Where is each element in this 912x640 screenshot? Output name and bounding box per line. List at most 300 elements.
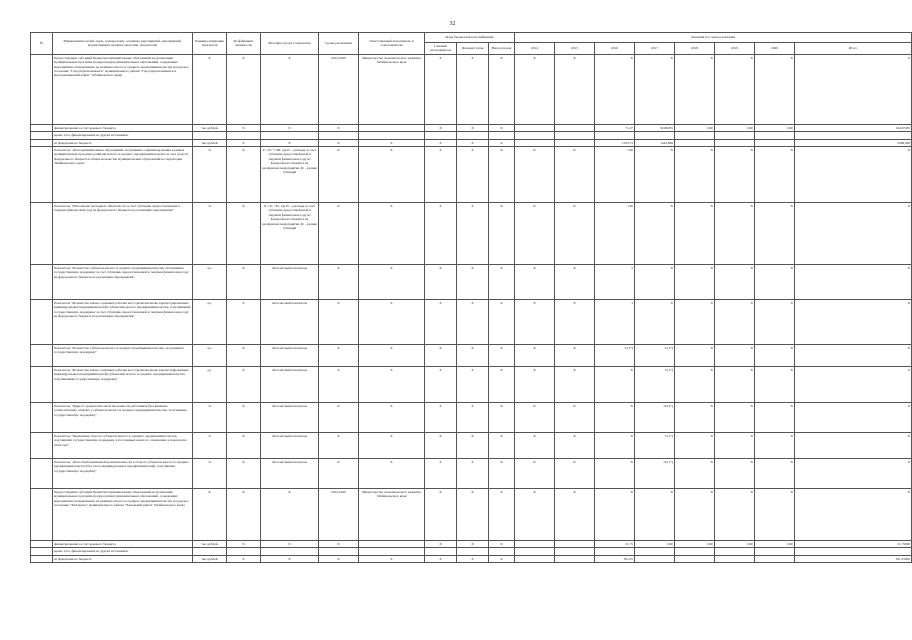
cell-num xyxy=(31,459,53,489)
cell-total: X xyxy=(795,265,912,300)
cell-y2020: X xyxy=(755,403,795,433)
cell-y2016: X xyxy=(595,367,635,403)
cell-resp xyxy=(359,541,425,548)
cell-y2019 xyxy=(715,132,755,139)
cell-name: финансирование за счет краевого бюджета xyxy=(53,541,193,548)
cell-name: кроме того, финансирование из других источников: xyxy=(53,548,193,555)
cell-y2015: X xyxy=(555,265,595,300)
cell-period: X xyxy=(319,203,359,265)
cell-y2014: X xyxy=(515,367,555,403)
cell-y2016: 100 xyxy=(595,203,635,265)
table-row xyxy=(31,459,912,489)
cell-grbs: X xyxy=(425,345,457,367)
cell-y2014: X xyxy=(515,459,555,489)
cell-y2016: X xyxy=(595,459,635,489)
cell-unit: ед. xyxy=(193,367,227,403)
cell-y2015: X xyxy=(555,433,595,459)
cell-y2016: 21,75 xyxy=(595,541,635,548)
cell-num xyxy=(31,345,53,367)
cell-coef: X xyxy=(227,433,261,459)
cell-coef: X xyxy=(227,147,261,203)
cell-total: X xyxy=(795,367,912,403)
cell-method: P = Pс / Pо, где Pс - расходы за счет субсидии, предоставленной в текущем финансовом году из федерального бюджета на реализацию мероприятия, Pо - размер субсидии xyxy=(261,203,319,265)
cell-unit: ед. xyxy=(193,265,227,300)
cell-resp xyxy=(359,132,425,139)
cell-y2014 xyxy=(515,548,555,555)
cell-y2018 xyxy=(675,139,715,146)
cell-y2016: 391,25 xyxy=(595,555,635,562)
cell-y2017: X xyxy=(635,489,675,541)
cell-y2017: 6 (1*) xyxy=(635,345,675,367)
cell-coef: X xyxy=(227,124,261,131)
cell-y2019: 0,00 xyxy=(715,124,755,131)
table-row xyxy=(31,300,912,345)
cell-csr: X xyxy=(457,555,489,562)
cell-method: X xyxy=(261,139,319,146)
cell-period: X xyxy=(319,265,359,300)
cell-y2020 xyxy=(755,548,795,555)
header-unit: Единица измерения показателя xyxy=(193,33,227,55)
cell-vr: X xyxy=(489,124,515,131)
cell-y2016: 71,27 xyxy=(595,124,635,131)
program-table xyxy=(30,32,912,563)
cell-y2019 xyxy=(715,548,755,555)
cell-grbs: X xyxy=(425,124,457,131)
cell-method: X xyxy=(261,54,319,124)
cell-y2016: 100 xyxy=(595,147,635,203)
cell-y2015 xyxy=(555,139,595,146)
cell-grbs: X xyxy=(425,489,457,541)
cell-num xyxy=(31,300,53,345)
cell-y2019: X xyxy=(715,54,755,124)
cell-y2018: X xyxy=(675,403,715,433)
cell-y2014 xyxy=(515,124,555,131)
cell-period xyxy=(319,132,359,139)
cell-y2015: X xyxy=(555,300,595,345)
header-year: 2019 xyxy=(715,43,755,55)
cell-y2020: X xyxy=(755,147,795,203)
cell-total: X xyxy=(795,300,912,345)
cell-y2020: X xyxy=(755,433,795,459)
cell-unit xyxy=(193,132,227,139)
cell-vr: X xyxy=(489,54,515,124)
cell-period: 2014-2020 xyxy=(319,54,359,124)
cell-y2020: X xyxy=(755,459,795,489)
cell-name: Показатель "Количество субъектов малого и среднего предпринимательства, получивших государственную поддержку за счет субсидии, предоставленной в текущем финансовом году из федерального бюджета на реализацию мероприятия" xyxy=(53,265,193,300)
cell-y2017: 92,80455 xyxy=(635,124,675,131)
cell-total: X xyxy=(795,345,912,367)
cell-vr: X xyxy=(489,139,515,146)
cell-resp: X xyxy=(359,139,425,146)
cell-y2015 xyxy=(555,555,595,562)
cell-y2019: X xyxy=(715,489,755,541)
cell-y2018: 0,00 xyxy=(675,541,715,548)
cell-y2019: 0,00 xyxy=(715,541,755,548)
table-body xyxy=(31,54,912,562)
cell-csr: X xyxy=(457,489,489,541)
cell-y2015 xyxy=(555,132,595,139)
cell-resp: X xyxy=(359,265,425,300)
cell-period: X xyxy=(319,367,359,403)
cell-y2016: 9 (1*) xyxy=(595,345,635,367)
cell-resp: X xyxy=(359,367,425,403)
cell-y2015: X xyxy=(555,403,595,433)
header-coef: Коэффициент значимости xyxy=(227,33,261,55)
page-number: 32 xyxy=(449,21,456,27)
cell-y2019 xyxy=(715,555,755,562)
cell-grbs: X xyxy=(425,541,457,548)
cell-method: Абсолютный показатель xyxy=(261,345,319,367)
cell-y2020: X xyxy=(755,265,795,300)
cell-period: X xyxy=(319,541,359,548)
cell-csr xyxy=(457,548,489,555)
cell-period: X xyxy=(319,139,359,146)
cell-resp: X xyxy=(359,300,425,345)
cell-vr: X xyxy=(489,489,515,541)
cell-method: Абсолютный показатель xyxy=(261,300,319,345)
table-row xyxy=(31,132,912,139)
cell-grbs: X xyxy=(425,203,457,265)
cell-y2015 xyxy=(555,548,595,555)
cell-y2014: X xyxy=(515,489,555,541)
cell-y2017 xyxy=(635,132,675,139)
cell-num xyxy=(31,132,53,139)
cell-method: X xyxy=(261,489,319,541)
cell-y2018: X xyxy=(675,147,715,203)
cell-coef: X xyxy=(227,139,261,146)
cell-y2014 xyxy=(515,541,555,548)
cell-y2014 xyxy=(515,132,555,139)
cell-total: 164,07455 xyxy=(795,124,912,131)
cell-vr: X xyxy=(489,367,515,403)
cell-y2019: X xyxy=(715,345,755,367)
cell-name: Показатель "Количество субъектов малого и среднего предпринимательства, получивших государственную поддержку" xyxy=(53,345,193,367)
cell-y2014: X xyxy=(515,147,555,203)
cell-y2018: X xyxy=(675,459,715,489)
header-budget-codes: Коды бюджетной классификации xyxy=(425,33,515,43)
cell-vr: X xyxy=(489,459,515,489)
cell-total: 391,25000 xyxy=(795,555,912,562)
cell-total: 21,75000 xyxy=(795,541,912,548)
cell-period: X xyxy=(319,433,359,459)
header-responsible: Ответственный исполнитель и соисполнители xyxy=(359,33,425,55)
cell-y2020: X xyxy=(755,54,795,124)
cell-y2014: X xyxy=(515,300,555,345)
cell-y2020: X xyxy=(755,345,795,367)
cell-resp: Министерство экономического развития Забайкальского края xyxy=(359,489,425,541)
table-row xyxy=(31,345,912,367)
cell-name: Показатель "Увеличение оборота субъектов малого и среднего предпринимательства, получивших государственную поддержку, в постоянных ценах по отношению к показателю 2014 года" xyxy=(53,433,193,459)
cell-vr: X xyxy=(489,541,515,548)
cell-vr: X xyxy=(489,265,515,300)
cell-vr: X xyxy=(489,203,515,265)
cell-y2015: X xyxy=(555,203,595,265)
cell-y2019 xyxy=(715,139,755,146)
cell-period: X xyxy=(319,147,359,203)
header-num: № xyxy=(31,33,53,55)
cell-period: 2014-2020 xyxy=(319,489,359,541)
cell-y2018: X xyxy=(675,203,715,265)
cell-grbs: X xyxy=(425,54,457,124)
cell-grbs: X xyxy=(425,555,457,562)
cell-grbs xyxy=(425,548,457,555)
cell-y2015 xyxy=(555,541,595,548)
cell-csr: X xyxy=(457,147,489,203)
cell-coef xyxy=(227,132,261,139)
cell-y2014: X xyxy=(515,345,555,367)
cell-y2015: X xyxy=(555,367,595,403)
cell-y2014: X xyxy=(515,54,555,124)
cell-y2014: X xyxy=(515,403,555,433)
cell-total: X xyxy=(795,147,912,203)
cell-grbs: X xyxy=(425,147,457,203)
cell-name: Показатель "Количество вновь созданных рабочих мест (включая вновь зарегистрированных индивидуальных предпринимателей) субъектами малого предпринимательства, получившими государственную поддержку за счет субсидии, предоставленной в текущем финансовом году из федерального бюджета на реализацию мероприятия" xyxy=(53,300,193,345)
cell-y2018: 0,00 xyxy=(675,124,715,131)
header-vr: Вид расходов xyxy=(489,43,515,55)
cell-num xyxy=(31,555,53,562)
cell-vr xyxy=(489,548,515,555)
cell-resp: X xyxy=(359,345,425,367)
cell-y2020 xyxy=(755,139,795,146)
cell-y2018: X xyxy=(675,489,715,541)
cell-y2017 xyxy=(635,555,675,562)
cell-grbs: X xyxy=(425,265,457,300)
cell-y2020: X xyxy=(755,203,795,265)
cell-y2015: X xyxy=(555,459,595,489)
cell-vr: X xyxy=(489,345,515,367)
table-row xyxy=(31,139,912,146)
cell-method: Абсолютный показатель xyxy=(261,433,319,459)
header-method: Методика расчета показателя xyxy=(261,33,319,55)
cell-num xyxy=(31,548,53,555)
cell-y2015: X xyxy=(555,54,595,124)
cell-y2019: X xyxy=(715,147,755,203)
cell-total: X xyxy=(795,459,912,489)
cell-total: X xyxy=(795,203,912,265)
cell-period: X xyxy=(319,459,359,489)
cell-y2016: X xyxy=(595,433,635,459)
cell-method: Абсолютный показатель xyxy=(261,367,319,403)
header-year: 2014 xyxy=(515,43,555,55)
cell-y2014 xyxy=(515,555,555,562)
cell-method: P = Pс * 100, где Pс - расходы за счет субсидии, предоставленной в текущем финансовом году из федерального бюджета на реализацию мероприятия, Pо - размер субсидии xyxy=(261,147,319,203)
cell-grbs: X xyxy=(425,139,457,146)
cell-unit xyxy=(193,548,227,555)
table-row xyxy=(31,265,912,300)
cell-y2015 xyxy=(555,124,595,131)
cell-name: Показатель "Доля обрабатывающей промышленности в обороте субъектов малого и среднего предпринимательства (без учета индивидуальных предпринимателей), получивших государственную поддержку" xyxy=(53,459,193,489)
header-year: 2015 xyxy=(555,43,595,55)
cell-coef: X xyxy=(227,541,261,548)
header-csr: Целевая статья xyxy=(457,43,489,55)
header-year: 2017 xyxy=(635,43,675,55)
cell-y2018 xyxy=(675,555,715,562)
cell-y2019: X xyxy=(715,265,755,300)
cell-total: X xyxy=(795,403,912,433)
cell-period: X xyxy=(319,300,359,345)
cell-y2016: 5 xyxy=(595,265,635,300)
cell-num xyxy=(31,541,53,548)
cell-csr: X xyxy=(457,459,489,489)
cell-unit: тыс.рублей xyxy=(193,139,227,146)
cell-resp xyxy=(359,124,425,131)
header-period: Сроки реализации xyxy=(319,33,359,55)
cell-unit: тыс.рублей xyxy=(193,124,227,131)
cell-y2016: 1353,73 xyxy=(595,139,635,146)
cell-vr: X xyxy=(489,555,515,562)
cell-method: X xyxy=(261,541,319,548)
table-row xyxy=(31,541,912,548)
cell-csr: X xyxy=(457,433,489,459)
cell-num xyxy=(31,489,53,541)
header-year: 2018 xyxy=(675,43,715,55)
cell-unit: % xyxy=(193,459,227,489)
cell-csr: X xyxy=(457,345,489,367)
cell-y2018: X xyxy=(675,300,715,345)
cell-y2016: X xyxy=(595,403,635,433)
cell-csr: X xyxy=(457,54,489,124)
cell-vr: X xyxy=(489,433,515,459)
cell-y2020: X xyxy=(755,367,795,403)
cell-num xyxy=(31,139,53,146)
cell-csr: X xyxy=(457,367,489,403)
cell-y2016 xyxy=(595,548,635,555)
cell-y2017: X xyxy=(635,54,675,124)
cell-y2017: X xyxy=(635,265,675,300)
cell-y2017: 3 (1*) xyxy=(635,367,675,403)
cell-y2020: X xyxy=(755,300,795,345)
table-row xyxy=(31,54,912,124)
cell-coef: X xyxy=(227,459,261,489)
cell-unit: тыс.рублей xyxy=(193,555,227,562)
cell-method: Абсолютный показатель xyxy=(261,403,319,433)
cell-y2016 xyxy=(595,132,635,139)
cell-coef xyxy=(227,548,261,555)
cell-total xyxy=(795,132,912,139)
table-row xyxy=(31,367,912,403)
cell-csr: X xyxy=(457,124,489,131)
cell-total: 2596,599 xyxy=(795,139,912,146)
cell-y2018: X xyxy=(675,54,715,124)
cell-period: X xyxy=(319,345,359,367)
header-year: 2020 xyxy=(755,43,795,55)
cell-coef: X xyxy=(227,367,261,403)
cell-y2014: X xyxy=(515,203,555,265)
cell-y2017: 1242,869 xyxy=(635,139,675,146)
cell-coef: X xyxy=(227,300,261,345)
cell-grbs: X xyxy=(425,459,457,489)
cell-y2019: X xyxy=(715,203,755,265)
cell-y2020: X xyxy=(755,489,795,541)
cell-name: из федерального бюджета xyxy=(53,139,193,146)
cell-coef: X xyxy=(227,54,261,124)
header-values-by-year: Значения по годам реализации xyxy=(515,33,912,43)
cell-unit: % xyxy=(193,147,227,203)
cell-unit: % xyxy=(193,403,227,433)
cell-unit: % xyxy=(193,433,227,459)
cell-name: финансирование за счет краевого бюджета xyxy=(53,124,193,131)
cell-y2017: X xyxy=(635,300,675,345)
cell-y2014: X xyxy=(515,433,555,459)
table-row xyxy=(31,147,912,203)
cell-y2015: X xyxy=(555,345,595,367)
cell-period xyxy=(319,548,359,555)
cell-y2017 xyxy=(635,548,675,555)
cell-resp: X xyxy=(359,203,425,265)
cell-name: Показатель "Прирост среднесписочной численности работников (без внешних совместителей), занятых у субъектов малого и среднего предпринимательства, получивших государственную поддержку" xyxy=(53,403,193,433)
cell-num xyxy=(31,433,53,459)
cell-y2015: X xyxy=(555,147,595,203)
cell-num xyxy=(31,203,53,265)
cell-unit: ед. xyxy=(193,300,227,345)
cell-name: Показатель "Количество вновь созданных рабочих мест (включая вновь зарегистрированных индивидуальных предпринимателей) субъектами малого и среднего предпринимательства, получившими государственную поддержку" xyxy=(53,367,193,403)
cell-y2017: 19 (1*) xyxy=(635,459,675,489)
cell-num xyxy=(31,367,53,403)
cell-csr xyxy=(457,132,489,139)
cell-y2017: 19 (2*) xyxy=(635,403,675,433)
cell-grbs: X xyxy=(425,403,457,433)
cell-y2018 xyxy=(675,132,715,139)
cell-y2018 xyxy=(675,548,715,555)
cell-grbs xyxy=(425,132,457,139)
cell-period: X xyxy=(319,403,359,433)
cell-resp: X xyxy=(359,403,425,433)
cell-unit: X xyxy=(193,489,227,541)
cell-name: из федерального бюджета xyxy=(53,555,193,562)
cell-unit: ед. xyxy=(193,345,227,367)
cell-name: Показатель "Исполнение расходных обязательств за счет субсидии, предоставленной в текущем финансовом году из федерального бюджета на реализацию мероприятия" xyxy=(53,203,193,265)
cell-resp: X xyxy=(359,433,425,459)
table-row xyxy=(31,489,912,541)
cell-coef: X xyxy=(227,555,261,562)
cell-y2020 xyxy=(755,132,795,139)
cell-y2016: 3 xyxy=(595,300,635,345)
cell-csr: X xyxy=(457,265,489,300)
cell-csr: X xyxy=(457,139,489,146)
cell-y2019: X xyxy=(715,433,755,459)
cell-y2017: X xyxy=(635,203,675,265)
cell-total: X xyxy=(795,54,912,124)
cell-name: Предоставление субсидий бюджетам муниципальных образований на реализацию муниципальных программ (подпрограмм) муниципальных образований, содержащих мероприятия, направленные на развитие малого и среднего предпринимательства (городское поселение "Город Краснокаменск" муниципального района "Город Краснокаменск и Краснокаменский район" Забайкальского края) xyxy=(53,54,193,124)
cell-y2015: X xyxy=(555,489,595,541)
cell-y2019: X xyxy=(715,367,755,403)
cell-num xyxy=(31,54,53,124)
cell-y2018: X xyxy=(675,433,715,459)
cell-method: Абсолютный показатель xyxy=(261,459,319,489)
header-year: 2016 xyxy=(595,43,635,55)
cell-y2018: X xyxy=(675,265,715,300)
cell-vr: X xyxy=(489,147,515,203)
cell-coef: X xyxy=(227,203,261,265)
cell-resp: X xyxy=(359,459,425,489)
cell-method: X xyxy=(261,555,319,562)
cell-y2016: X xyxy=(595,54,635,124)
cell-vr xyxy=(489,132,515,139)
cell-grbs: X xyxy=(425,433,457,459)
cell-num xyxy=(31,403,53,433)
cell-coef: X xyxy=(227,265,261,300)
cell-y2014: X xyxy=(515,265,555,300)
cell-y2017: X xyxy=(635,147,675,203)
cell-name: Предоставление субсидий бюджетам муниципальных образований на реализацию муниципальных программ (подпрограмм) муниципальных образований, содержащих мероприятия, направленные на развитие малого и среднего предпринимательства (городское поселение "Хилокское" муниципального района "Хилокский район" Забайкальского края) xyxy=(53,489,193,541)
cell-num xyxy=(31,147,53,203)
cell-total: X xyxy=(795,433,912,459)
cell-vr: X xyxy=(489,300,515,345)
table-row xyxy=(31,203,912,265)
cell-y2018: X xyxy=(675,367,715,403)
cell-num xyxy=(31,124,53,131)
table-row xyxy=(31,433,912,459)
